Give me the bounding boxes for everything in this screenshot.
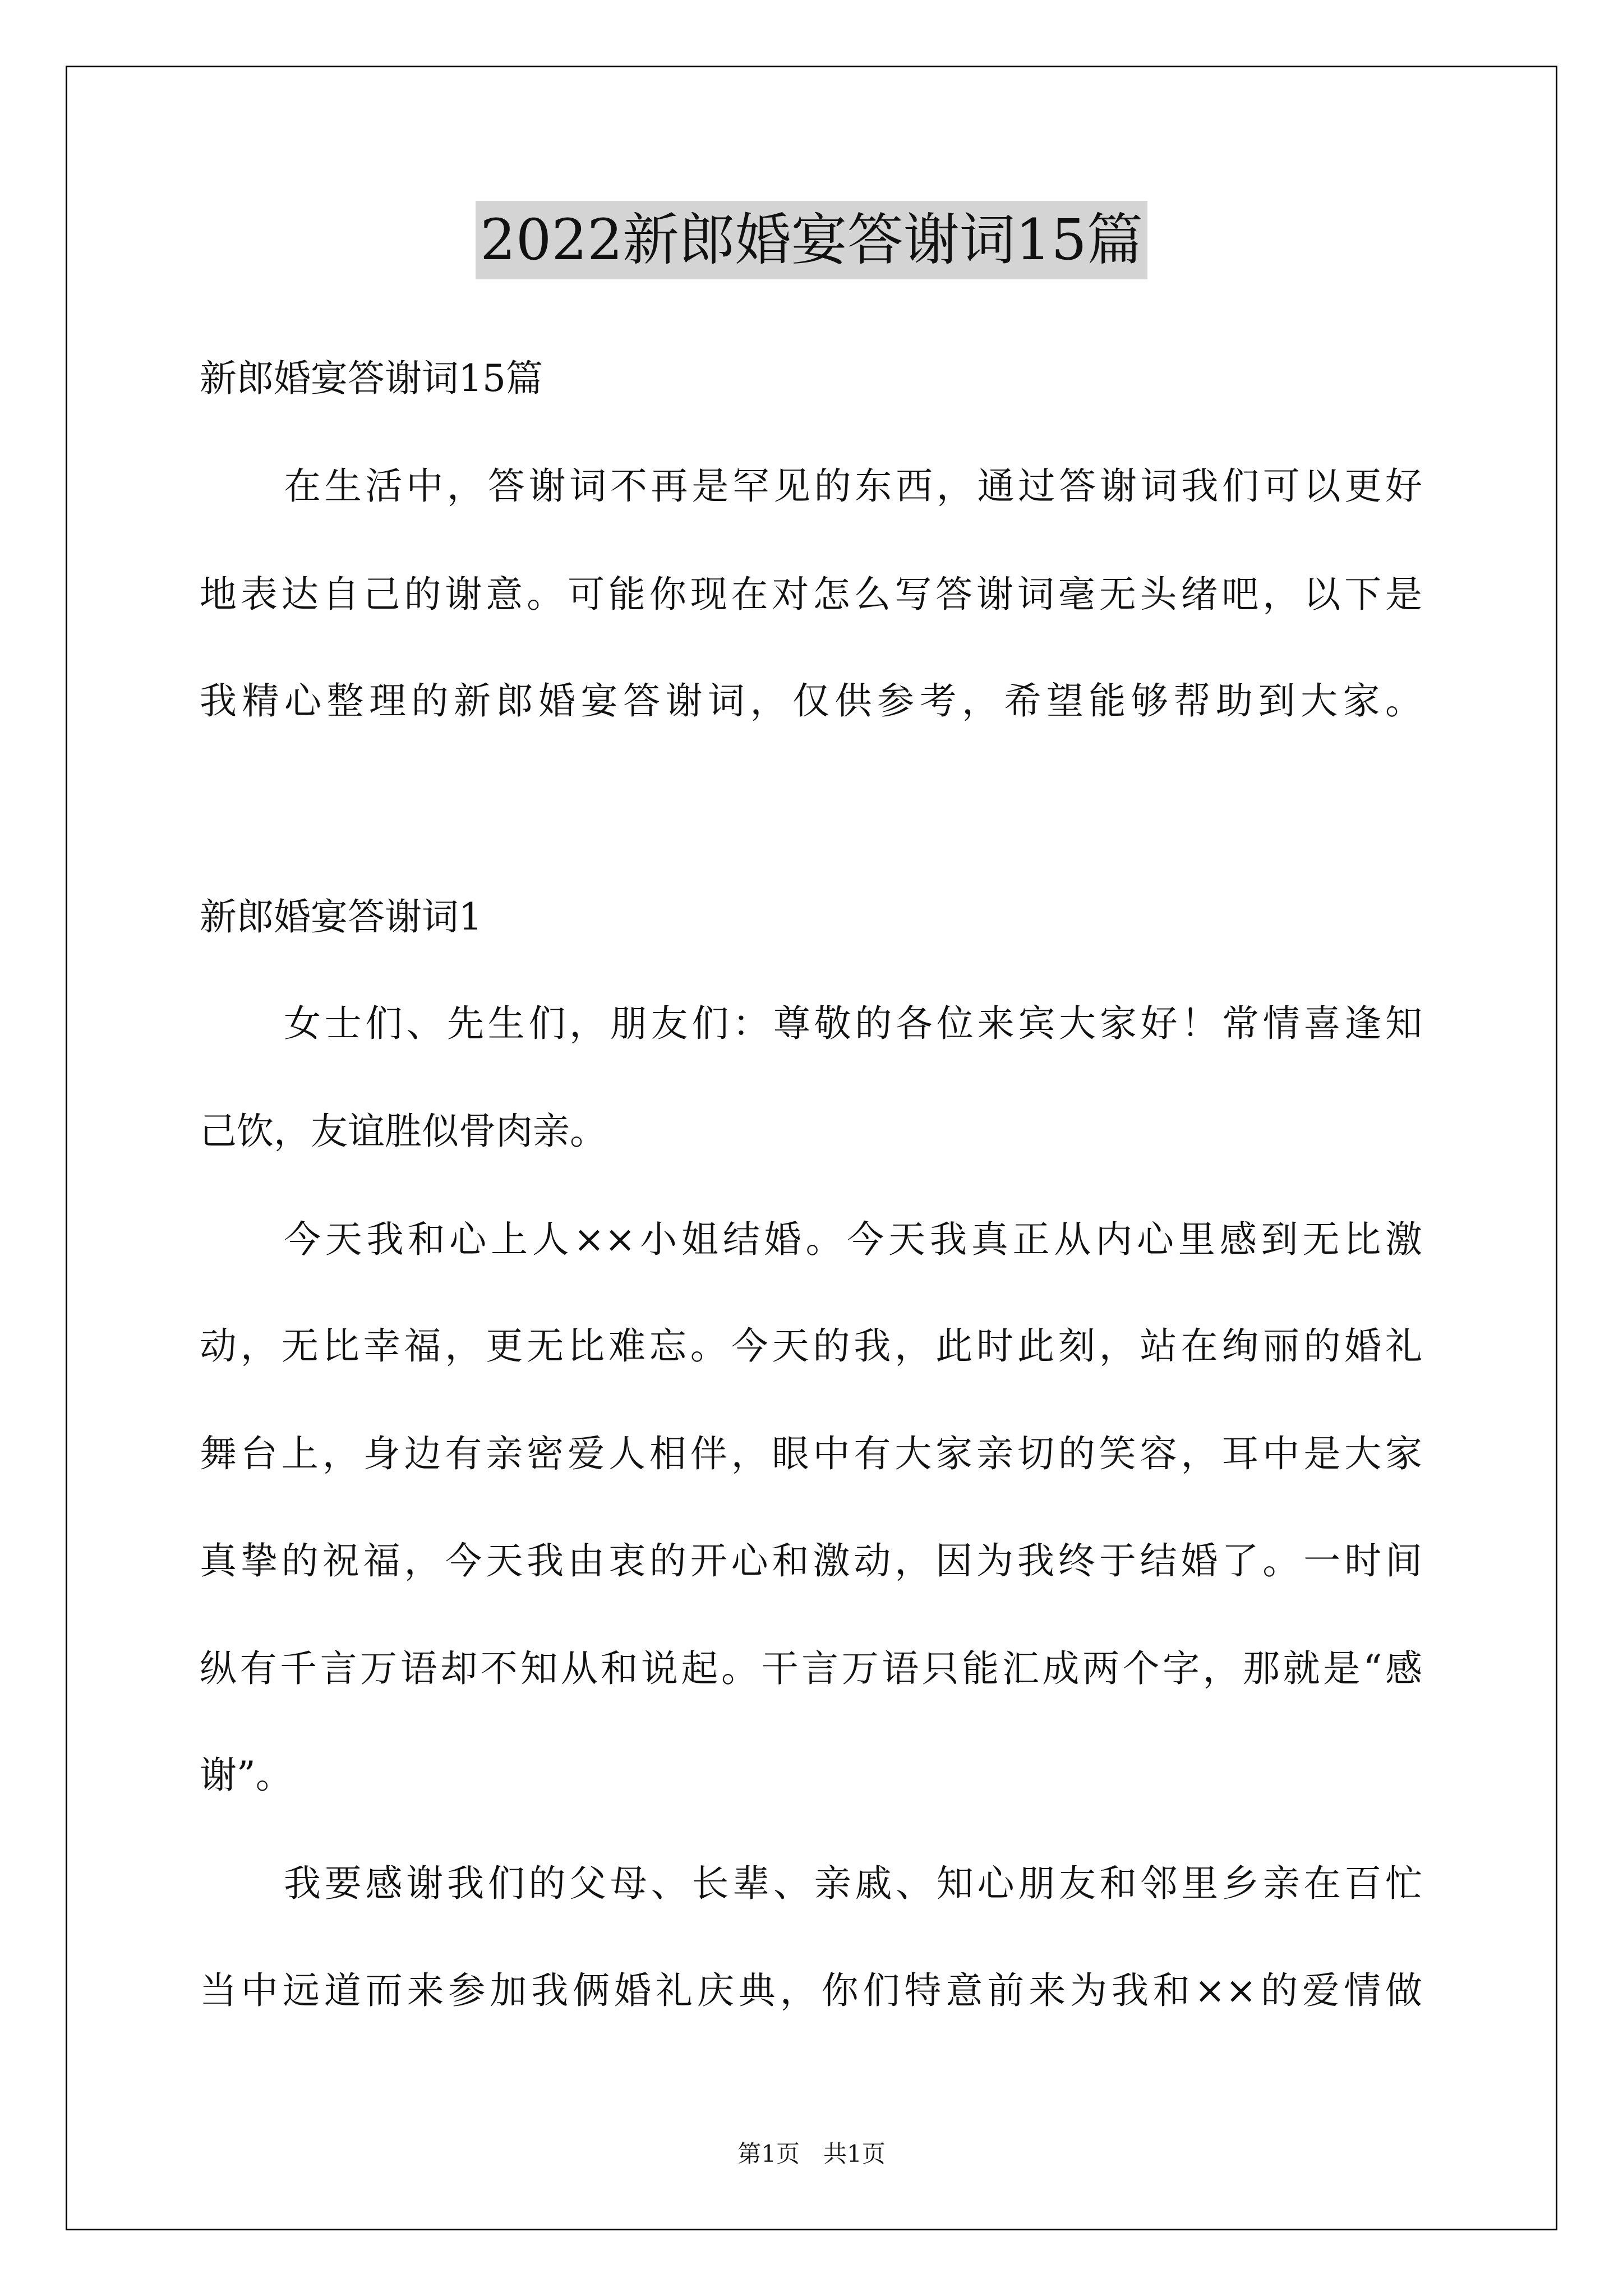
intro-line: 我精心整理的新郎婚宴答谢词，仅供参考，希望能够帮助到大家。 bbox=[200, 679, 1422, 723]
body-line: 真挚的祝福，今天我由衷的开心和激动，因为我终于结婚了。一时间 bbox=[200, 1539, 1422, 1582]
page-footer: 第1页 共1页 bbox=[737, 2140, 886, 2168]
body-line: 谢”。 bbox=[200, 1754, 293, 1797]
document-title bbox=[0, 201, 1623, 279]
body-line: 纵有千言万语却不知从和说起。干言万语只能汇成两个字，那就是“感 bbox=[200, 1647, 1422, 1690]
body-line: 己饮，友谊胜似骨肉亲。 bbox=[200, 1110, 607, 1153]
body-line: 动，无比幸福，更无比难忘。今天的我，此时此刻，站在绚丽的婚礼 bbox=[200, 1324, 1422, 1368]
intro-line: 地表达自己的谢意。可能你现在对怎么写答谢词毫无头绪吧，以下是 bbox=[200, 573, 1422, 616]
document-title-text: 2022新郎婚宴答谢词15篇 bbox=[476, 201, 1147, 279]
body-line: 舞台上，身边有亲密爱人相伴，眼中有大家亲切的笑容，耳中是大家 bbox=[200, 1432, 1422, 1475]
body-line: 今天我和心上人××小姐结婚。今天我真正从内心里感到无比激 bbox=[284, 1218, 1422, 1261]
subtitle: 新郎婚宴答谢词15篇 bbox=[200, 357, 543, 400]
body-line: 我要感谢我们的父母、长辈、亲戚、知心朋友和邻里乡亲在百忙 bbox=[284, 1862, 1422, 1905]
body-line: 女士们、先生们，朋友们：尊敬的各位来宾大家好！常情喜逢知 bbox=[284, 1002, 1422, 1045]
body-line: 当中远道而来参加我俩婚礼庆典，你们特意前来为我和××的爱情做 bbox=[200, 1969, 1422, 2012]
intro-line: 在生活中，答谢词不再是罕见的东西，通过答谢词我们可以更好 bbox=[284, 464, 1422, 508]
section-heading: 新郎婚宴答谢词1 bbox=[200, 895, 482, 938]
